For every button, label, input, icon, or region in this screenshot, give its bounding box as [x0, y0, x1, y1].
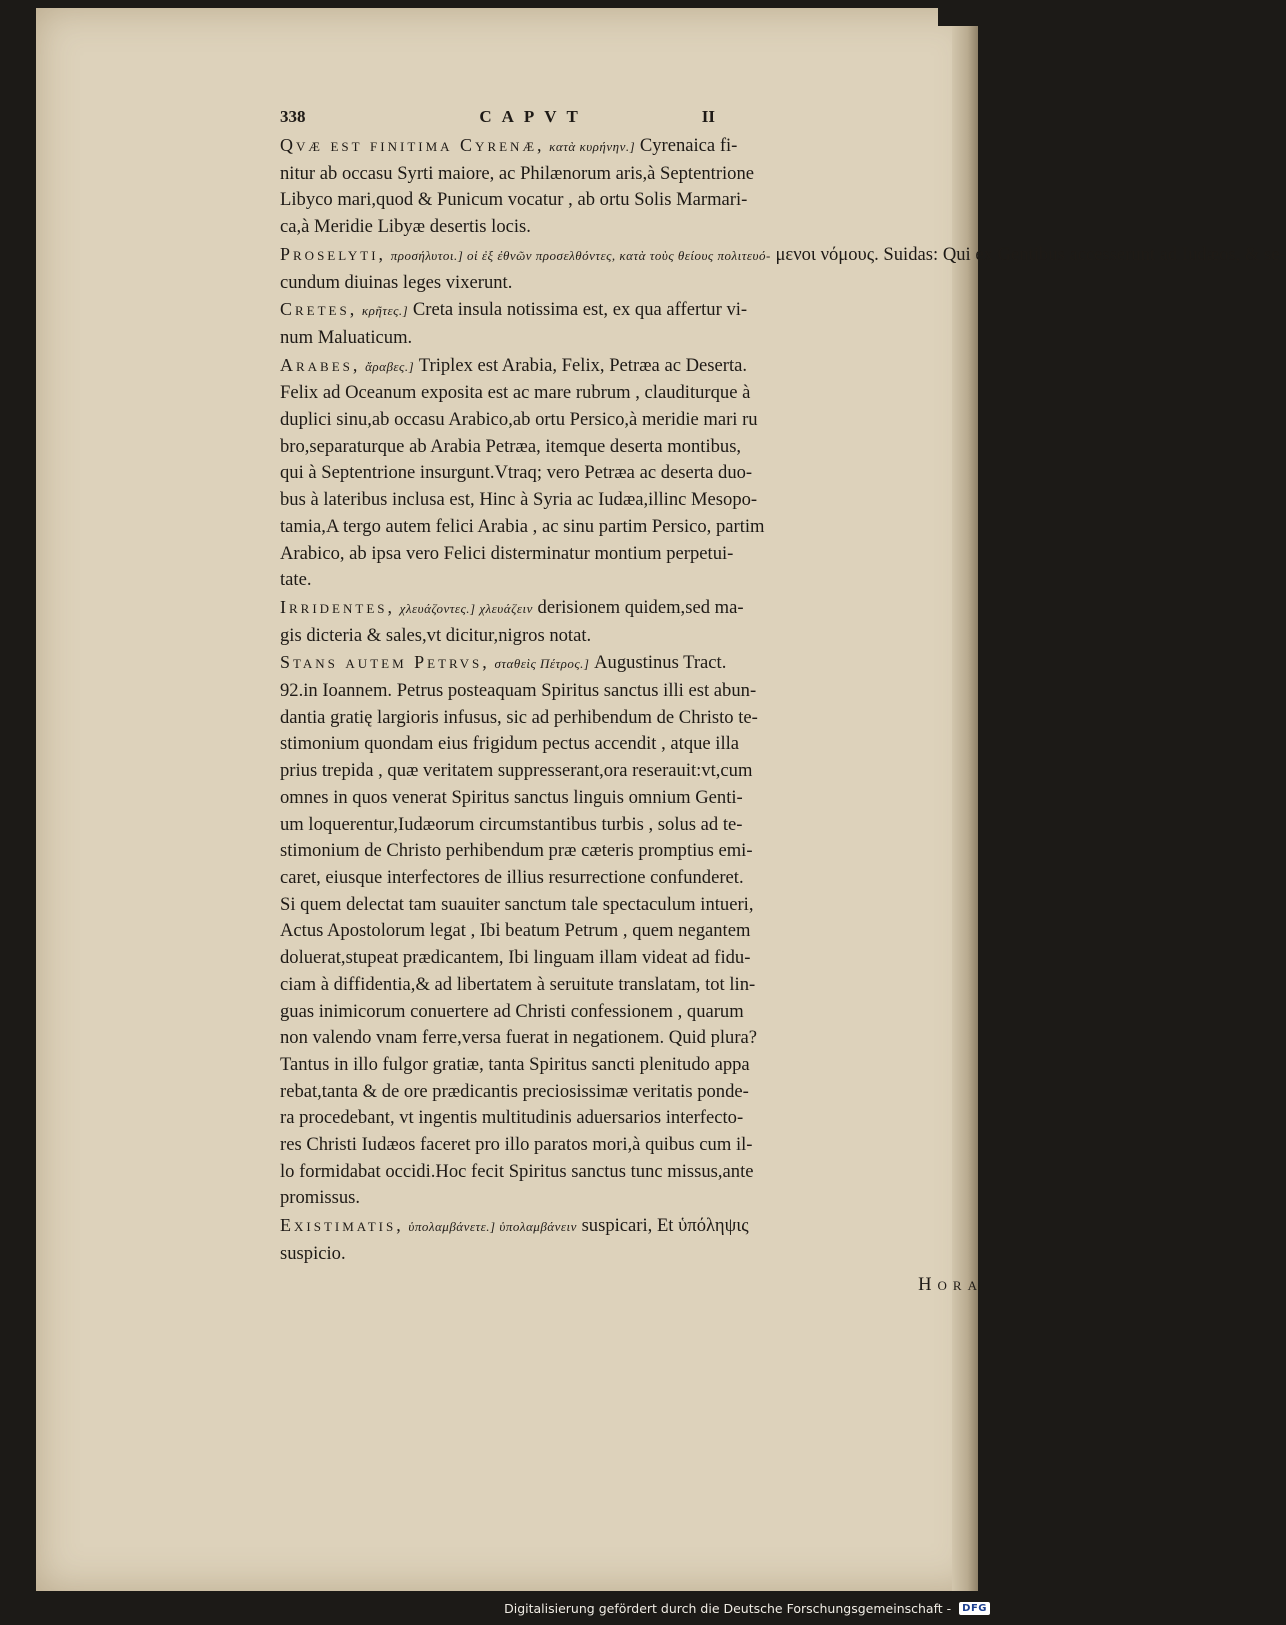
line-text: nitur ab occasu Syrti maiore, ac Philænorum aris,à Septentrione	[280, 162, 755, 184]
line-text: guas inimicorum conuertere ad Christi confessionem , quarum	[280, 1000, 744, 1022]
paragraph	[280, 649, 995, 1212]
text-line	[280, 1241, 995, 1268]
text-line	[280, 999, 995, 1026]
text-line	[280, 945, 995, 972]
line-text: bus à lateribus inclusa est, Hinc à Syria ac Iudæa,illinc Mesopo-	[280, 489, 758, 511]
line-text: derisionem quidem,sed ma-	[537, 596, 744, 618]
text-line	[280, 1212, 995, 1241]
line-text: stimonium de Christo perhibendum præ cæteris promptius emi-	[280, 840, 753, 862]
line-text: lo formidabat occidi.Hoc fecit Spiritus sanctus tunc missus,ante	[280, 1160, 754, 1182]
text-line	[280, 241, 1286, 270]
lemma: Stans autem Petrvs,	[280, 652, 490, 673]
running-header	[280, 104, 995, 132]
text-line	[280, 567, 995, 594]
line-text: Tantus in illo fulgor gratiæ, tanta Spiritus sancti plenitudo appa	[280, 1053, 750, 1075]
greek-gloss: ἄραβες.]	[365, 358, 415, 374]
text-line	[280, 731, 995, 758]
commentary-paragraphs	[280, 132, 1286, 1268]
text-line	[280, 678, 995, 705]
greek-gloss: χλευάζοντες.] χλευάζειν	[399, 600, 533, 616]
line-text: tamia,A tergo autem felici Arabia , ac sinu partim Persico, partim	[280, 515, 765, 537]
line-text: duplici sinu,ab occasu Arabico,ab ortu Persico,à meridie mari ru	[280, 409, 758, 431]
greek-gloss: σταθεὶς Πέτρος.]	[494, 656, 590, 672]
line-text: um loquerentur,Iudæorum circumstantibus turbis , solus ad te-	[280, 813, 743, 835]
text-line	[280, 296, 995, 325]
line-text: μενοι νόμους. Suidas: Qui ex Gentibus accesserunt ad Iudæos, & se-	[775, 243, 1286, 265]
text-line	[280, 812, 995, 839]
book-page	[36, 8, 1286, 1591]
paragraph	[280, 1212, 995, 1267]
text-line	[280, 594, 995, 623]
greek-gloss: κρῆτες.]	[361, 303, 409, 319]
paragraph	[280, 352, 995, 594]
line-text: suspicari, Et ὑπόληψις	[581, 1215, 749, 1237]
line-text: omnes in quos venerat Spiritus sanctus linguis omnium Genti-	[280, 786, 743, 808]
lemma: Proselyti,	[280, 243, 387, 264]
catchword: Hora	[918, 1273, 983, 1295]
text-line	[280, 1105, 995, 1132]
chapter-number: II	[701, 107, 715, 126]
text-line	[280, 972, 995, 999]
header-title: CAPVT	[479, 107, 588, 126]
text-line	[280, 649, 995, 678]
text-line	[280, 434, 995, 461]
text-line	[280, 380, 995, 407]
text-line	[280, 918, 995, 945]
paragraph	[280, 132, 995, 241]
line-text: bro,separaturque ab Arabia Petræa, itemque deserta montibus,	[280, 435, 742, 457]
line-text: 92.in Ioannem. Petrus posteaquam Spiritus sanctus illi est abun-	[280, 680, 757, 702]
text-line	[280, 270, 995, 297]
lemma: Cretes,	[280, 299, 358, 320]
line-text: cundum diuinas leges vixerunt.	[280, 271, 513, 293]
text-line	[280, 487, 995, 514]
line-text: suspicio.	[280, 1242, 346, 1264]
text-line	[280, 541, 995, 568]
text-line	[280, 352, 995, 381]
line-text: gis dicteria & sales,vt dicitur,nigros notat.	[280, 624, 592, 646]
text-line	[280, 623, 995, 650]
greek-gloss: προσήλυτοι.] οἱ ἐξ ἐθνῶν προσελθόντες, κατὰ τοὺς θείους πολιτευό-	[390, 247, 771, 263]
line-text: non valendo vnam ferre,versa fuerat in negationem. Quid plura?	[280, 1027, 758, 1049]
line-text: Si quem delectat tam suauiter sanctum tale spectaculum intueri,	[280, 893, 754, 915]
text-line	[280, 325, 995, 352]
paragraph	[280, 296, 995, 351]
line-text: dantia gratię largioris infusus, sic ad perhibendum de Christo te-	[280, 706, 758, 728]
lemma: Qvæ est finitima Cyrenæ,	[280, 135, 545, 155]
text-line	[280, 865, 995, 892]
text-line	[280, 758, 995, 785]
text-line	[280, 187, 995, 214]
text-line	[280, 785, 995, 812]
text-line	[280, 705, 995, 732]
text-line	[280, 1185, 995, 1212]
line-text: stimonium quondam eius frigidum pectus accendit , atque illa	[280, 733, 740, 755]
line-text: rebat,tanta & de ore prædicantis preciosissimæ veritatis ponde-	[280, 1080, 749, 1102]
line-text: Triplex est Arabia, Felix, Petræa ac Deserta.	[418, 354, 748, 376]
dfg-logo: DFG	[959, 1602, 990, 1615]
line-text: tate.	[280, 569, 312, 591]
line-text: res Christi Iudæos faceret pro illo paratos mori,à quibus cum il-	[280, 1134, 753, 1156]
text-line	[280, 838, 995, 865]
greek-gloss: κατὰ κυρήνην.]	[549, 139, 636, 154]
text-line	[280, 132, 995, 161]
text-line	[280, 214, 995, 241]
greek-gloss: ὑπολαμβάνετε.] ὑπολαμβάνειν	[408, 1219, 577, 1235]
line-text: Arabico, ab ipsa vero Felici disterminatur montium perpetui-	[280, 542, 734, 564]
lemma: Irridentes,	[280, 596, 395, 617]
line-text: Felix ad Oceanum exposita est ac mare rubrum , clauditurque à	[280, 382, 751, 404]
text-block	[280, 104, 1286, 1298]
line-text: qui à Septentrione insurgunt.Vtraq; vero Petræa ac deserta duo-	[280, 462, 753, 484]
footer-credit: Digitalisierung gefördert durch die Deutsche Forschungsgemeinschaft -	[504, 1600, 952, 1616]
text-line	[280, 407, 995, 434]
paragraph	[280, 241, 1286, 296]
line-text: Libyco mari,quod & Punicum vocatur , ab ortu Solis Marmari-	[280, 189, 748, 211]
line-text: promissus.	[280, 1187, 361, 1209]
line-text: caret, eiusque interfectores de illius resurrectione confunderet.	[280, 866, 744, 888]
text-line	[280, 1079, 995, 1106]
line-text: Creta insula notissima est, ex qua affertur vi-	[412, 299, 748, 321]
text-line	[280, 892, 995, 919]
text-line	[280, 514, 995, 541]
line-text: ciam à diffidentia,& ad libertatem à seruitute translatam, tot lin-	[280, 973, 756, 995]
text-line	[280, 1159, 995, 1186]
text-line	[280, 1025, 995, 1052]
line-text: ra procedebant, vt ingentis multitudinis aduersarios interfecto-	[280, 1107, 744, 1129]
paragraph	[280, 594, 995, 649]
lemma: Existimatis,	[280, 1215, 404, 1236]
line-text: Actus Apostolorum legat , Ibi beatum Petrum , quem negantem	[280, 920, 751, 942]
line-text: ca,à Meridie Libyæ desertis locis.	[280, 216, 531, 238]
line-text: prius trepida , quæ veritatem suppresserant,ora reserauit:vt,cum	[280, 760, 753, 782]
text-line	[280, 161, 995, 188]
text-line	[280, 1132, 995, 1159]
line-text: Augustinus Tract.	[594, 652, 727, 674]
footer-bar	[0, 1591, 1000, 1625]
text-line	[280, 460, 995, 487]
lemma: Arabes,	[280, 354, 361, 375]
text-line	[280, 1052, 995, 1079]
folio-number: 338	[280, 107, 306, 126]
line-text: doluerat,stupeat prædicantem, Ibi linguam illam videat ad fidu-	[280, 947, 751, 969]
line-text: num Maluaticum.	[280, 326, 413, 348]
line-text: Cyrenaica fi-	[639, 135, 738, 156]
